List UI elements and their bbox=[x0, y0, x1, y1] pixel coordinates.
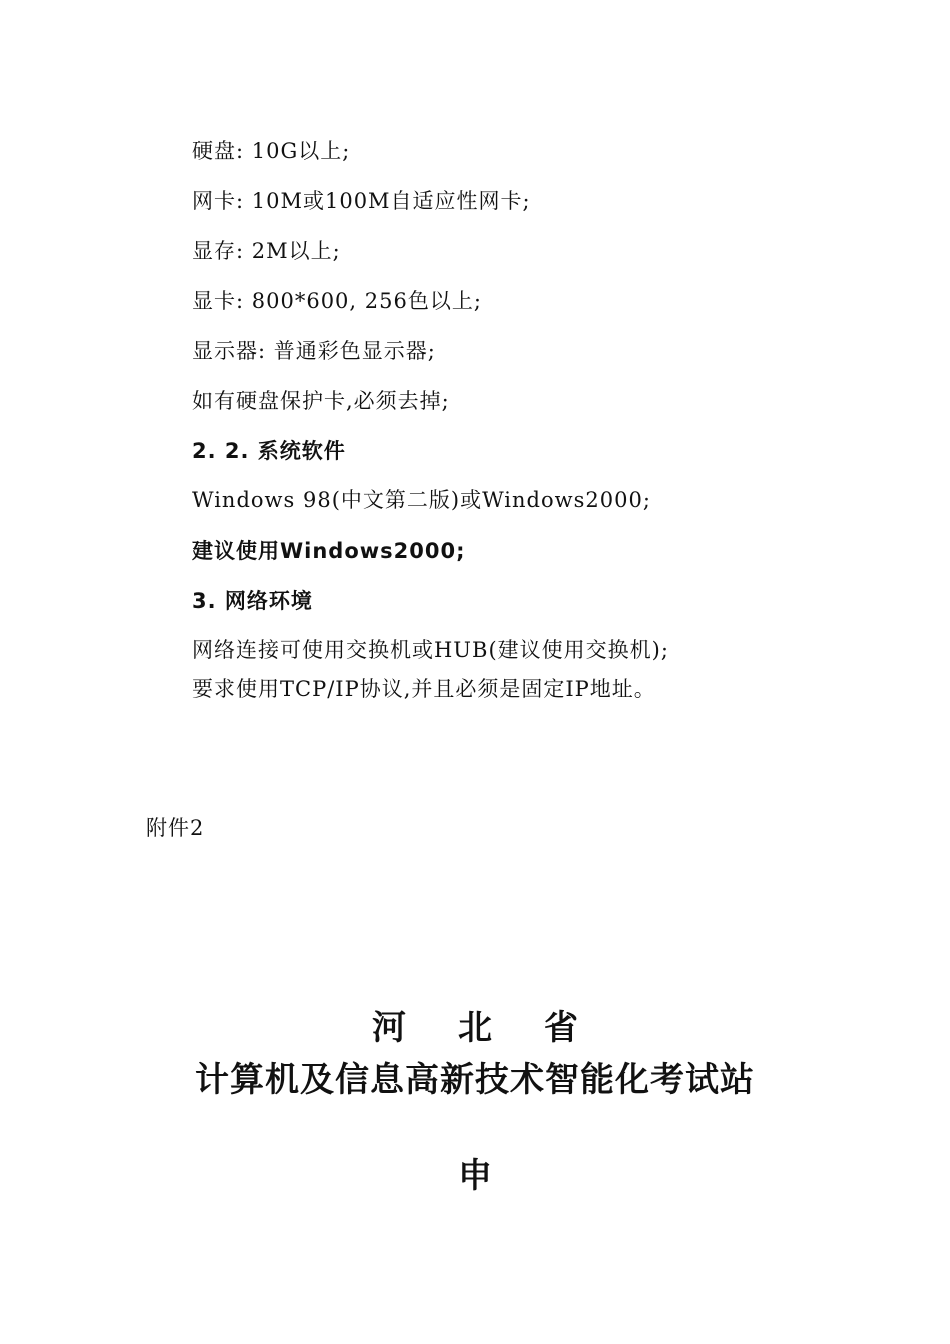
network-connection: 网络连接可使用交换机或HUB(建议使用交换机); bbox=[192, 638, 669, 662]
network-protocol: 要求使用TCP/IP协议,并且必须是固定IP地址。 bbox=[192, 677, 656, 701]
os-recommendation: 建议使用Windows2000; bbox=[192, 539, 466, 563]
protection-card-note: 如有硬盘保护卡,必须去掉; bbox=[192, 389, 450, 413]
network-card-requirement: 网卡: 10M或100M自适应性网卡; bbox=[192, 189, 531, 213]
title-station: 计算机及信息高新技术智能化考试站 bbox=[195, 1060, 755, 1100]
hard-disk-requirement: 硬盘: 10G以上; bbox=[192, 139, 351, 163]
video-memory-requirement: 显存: 2M以上; bbox=[192, 239, 341, 263]
title-province: 河北省 bbox=[372, 1008, 630, 1048]
title-application: 申 bbox=[458, 1156, 492, 1196]
attachment-label: 附件2 bbox=[146, 816, 205, 840]
network-heading: 3. 网络环境 bbox=[192, 589, 313, 613]
monitor-requirement: 显示器: 普通彩色显示器; bbox=[192, 339, 436, 363]
video-card-requirement: 显卡: 800*600, 256色以上; bbox=[192, 289, 482, 313]
os-requirement: Windows 98(中文第二版)或Windows2000; bbox=[192, 488, 651, 512]
system-software-heading: 2. 2. 系统软件 bbox=[192, 439, 346, 463]
